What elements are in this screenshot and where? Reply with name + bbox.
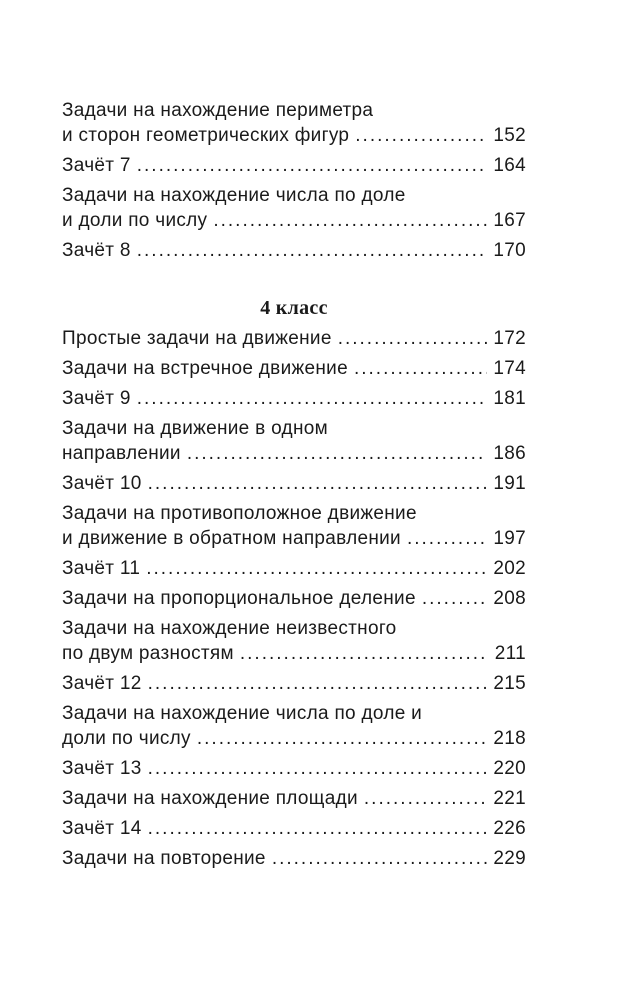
toc-entry-title: Задачи на встречное движение bbox=[62, 358, 348, 379]
toc-entry-title: и доли по числу bbox=[62, 210, 208, 231]
dot-leader bbox=[213, 208, 487, 233]
toc-entry-title: направлении bbox=[62, 443, 181, 464]
toc-entry-title: Задачи на повторение bbox=[62, 848, 266, 869]
dot-leader bbox=[272, 846, 488, 871]
dot-leader bbox=[338, 326, 488, 351]
dot-leader bbox=[355, 123, 487, 148]
toc-entry bbox=[62, 701, 526, 751]
toc-entry bbox=[62, 153, 526, 178]
page-number: 208 bbox=[493, 588, 526, 609]
toc-entry-line bbox=[62, 123, 526, 148]
page-number: 172 bbox=[493, 328, 526, 349]
page-number: 215 bbox=[493, 673, 526, 694]
toc-group-grade-4 bbox=[62, 326, 526, 871]
toc-group-top bbox=[62, 98, 526, 263]
toc-entry-line bbox=[62, 238, 526, 263]
toc-entry-title: Задачи на нахождение периметра bbox=[62, 100, 374, 121]
page-number: 229 bbox=[493, 848, 526, 869]
toc-entry-line bbox=[62, 501, 526, 526]
page-number: 170 bbox=[493, 240, 526, 261]
toc-entry bbox=[62, 786, 526, 811]
toc-entry-title: Зачёт 12 bbox=[62, 673, 142, 694]
toc-entry-title: Задачи на нахождение неизвестного bbox=[62, 618, 397, 639]
toc-entry-title: и движение в обратном направлении bbox=[62, 528, 401, 549]
toc-entry bbox=[62, 671, 526, 696]
page-number: 221 bbox=[493, 788, 526, 809]
toc-entry-title: Зачёт 10 bbox=[62, 473, 142, 494]
dot-leader bbox=[148, 671, 488, 696]
toc-entry-line bbox=[62, 526, 526, 551]
toc-entry-line bbox=[62, 586, 526, 611]
dot-leader bbox=[197, 726, 488, 751]
dot-leader bbox=[146, 556, 487, 581]
toc-entry-line bbox=[62, 816, 526, 841]
dot-leader bbox=[187, 441, 488, 466]
toc-entry-line bbox=[62, 441, 526, 466]
dot-leader bbox=[137, 238, 488, 263]
page-number: 220 bbox=[493, 758, 526, 779]
toc-entry-title: Зачёт 8 bbox=[62, 240, 131, 261]
toc-entry-line bbox=[62, 326, 526, 351]
page-number: 211 bbox=[494, 643, 526, 664]
toc-entry bbox=[62, 326, 526, 351]
dot-leader bbox=[407, 526, 487, 551]
toc-entry bbox=[62, 238, 526, 263]
page-number: 174 bbox=[493, 358, 526, 379]
page-number: 191 bbox=[493, 473, 526, 494]
toc-entry-title: Зачёт 11 bbox=[62, 558, 141, 579]
toc-entry-title: Задачи на движение в одном bbox=[62, 418, 328, 439]
toc-entry-line bbox=[62, 471, 526, 496]
toc-entry-line bbox=[62, 153, 526, 178]
toc-entry-title: Зачёт 9 bbox=[62, 388, 131, 409]
dot-leader bbox=[137, 153, 488, 178]
toc-entry-title: Зачёт 14 bbox=[62, 818, 142, 839]
page-number: 197 bbox=[493, 528, 526, 549]
toc-entry bbox=[62, 183, 526, 233]
toc-entry-line bbox=[62, 701, 526, 726]
toc-entry-line bbox=[62, 98, 526, 123]
toc-entry-title: и сторон геометрических фигур bbox=[62, 125, 350, 146]
page-number: 181 bbox=[493, 388, 526, 409]
toc-entry-line bbox=[62, 183, 526, 208]
page-number: 152 bbox=[493, 125, 526, 146]
toc-entry bbox=[62, 846, 526, 871]
toc-entry bbox=[62, 586, 526, 611]
toc-entry-title: доли по числу bbox=[62, 728, 191, 749]
dot-leader bbox=[148, 816, 488, 841]
toc-entry-line bbox=[62, 726, 526, 751]
toc-entry-title: Зачёт 13 bbox=[62, 758, 142, 779]
toc-entry-line bbox=[62, 641, 526, 666]
toc-entry-title: Задачи на пропорциональное деление bbox=[62, 588, 416, 609]
toc-entry bbox=[62, 756, 526, 781]
toc-entry-line bbox=[62, 416, 526, 441]
toc-entry-line bbox=[62, 671, 526, 696]
page-number: 186 bbox=[493, 443, 526, 464]
page-number: 202 bbox=[493, 558, 526, 579]
toc-entry bbox=[62, 501, 526, 551]
dot-leader bbox=[364, 786, 488, 811]
toc-entry-title: Задачи на нахождение площади bbox=[62, 788, 358, 809]
toc-entry bbox=[62, 356, 526, 381]
dot-leader bbox=[148, 471, 488, 496]
page-number: 226 bbox=[493, 818, 526, 839]
section-title: 4 класс bbox=[260, 297, 328, 319]
toc-entry-line bbox=[62, 556, 526, 581]
toc-entry-line bbox=[62, 356, 526, 381]
dot-leader bbox=[422, 586, 488, 611]
toc-entry-title: Задачи на противоположное движение bbox=[62, 503, 417, 524]
toc-entry-title: Задачи на нахождение числа по доле и bbox=[62, 703, 423, 724]
dot-leader bbox=[354, 356, 487, 381]
toc-entry-title: Простые задачи на движение bbox=[62, 328, 332, 349]
toc-entry-line bbox=[62, 616, 526, 641]
dot-leader bbox=[240, 641, 489, 666]
page-number: 218 bbox=[493, 728, 526, 749]
toc-entry bbox=[62, 616, 526, 666]
toc-entry-line bbox=[62, 386, 526, 411]
toc-entry-title: Зачёт 7 bbox=[62, 155, 131, 176]
dot-leader bbox=[137, 386, 488, 411]
toc-entry-title: Задачи на нахождение числа по доле bbox=[62, 185, 406, 206]
dot-leader bbox=[148, 756, 488, 781]
toc-entry bbox=[62, 386, 526, 411]
toc-entry-line bbox=[62, 208, 526, 233]
toc-entry-line bbox=[62, 846, 526, 871]
page-number: 167 bbox=[493, 210, 526, 231]
toc-entry bbox=[62, 98, 526, 148]
toc-entry-title: по двум разностям bbox=[62, 643, 234, 664]
toc-entry-line bbox=[62, 786, 526, 811]
table-of-contents bbox=[62, 98, 526, 876]
toc-entry-line bbox=[62, 756, 526, 781]
toc-entry bbox=[62, 416, 526, 466]
page-number: 164 bbox=[493, 155, 526, 176]
toc-entry bbox=[62, 816, 526, 841]
toc-entry bbox=[62, 556, 526, 581]
toc-entry bbox=[62, 471, 526, 496]
